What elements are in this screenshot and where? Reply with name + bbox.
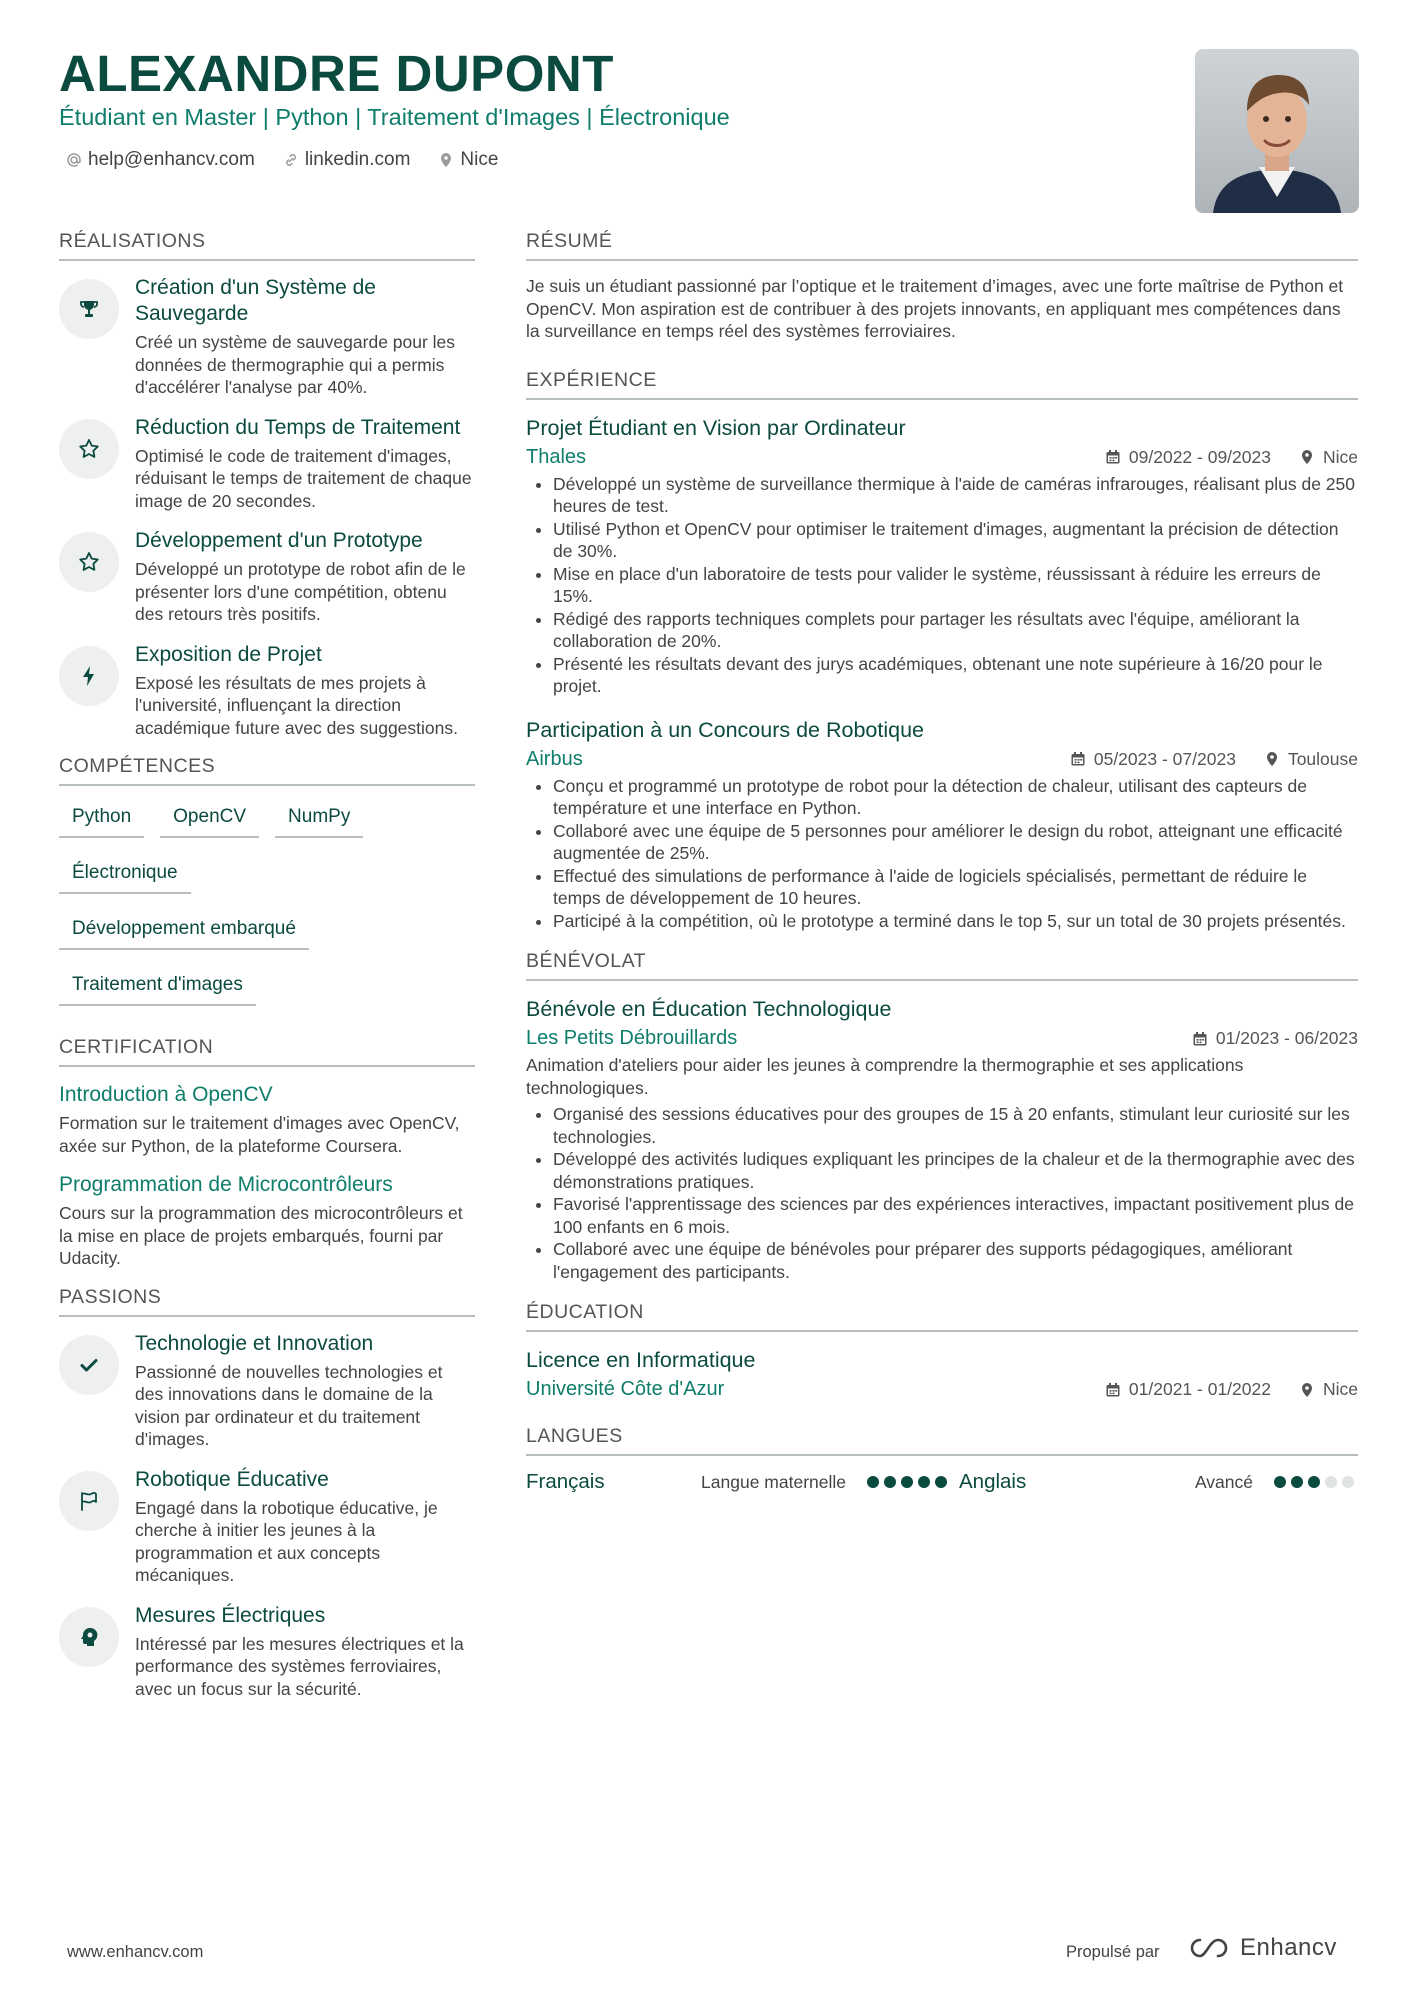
contact-linkedin[interactable] bbox=[283, 149, 411, 171]
left-column bbox=[59, 230, 475, 1716]
contact-email-text: help@enhancv.com bbox=[88, 149, 255, 170]
skill-tag: Développement embarqué bbox=[59, 912, 309, 950]
passion-title: Technologie et Innovation bbox=[135, 1331, 374, 1355]
rating-dot-empty bbox=[1342, 1476, 1354, 1488]
education-section bbox=[526, 1301, 1358, 1401]
volunteer-bullet: • Organisé des sessions éducatives pour des groupes de 15 à 20 enfants, stimulant leur curiosité sur les technologies. bbox=[553, 1103, 1358, 1148]
rating-dot-filled bbox=[918, 1476, 930, 1488]
achievement-desc: Exposé les résultats de mes projets à l'université, influençant la direction académique future avec des suggestions. bbox=[135, 672, 458, 738]
profile-photo bbox=[1195, 49, 1359, 213]
experience-bullet: • Développé un système de surveillance thermique à l'aide de caméras infrarouges, réalisant plus de 250 heures de test. bbox=[553, 473, 1358, 518]
experience-role: Participation à un Concours de Robotique bbox=[526, 717, 925, 742]
education-location: Nice bbox=[1322, 1379, 1358, 1399]
section-title-education: ÉDUCATION bbox=[526, 1301, 1358, 1332]
rating-dot-filled bbox=[884, 1476, 896, 1488]
education-degree: Licence en Informatique bbox=[526, 1348, 756, 1372]
passion-desc: Intéressé par les mesures électriques et la performance des systèmes ferroviaires, avec un focus sur la sécurité. bbox=[135, 1633, 464, 1699]
volunteer-bullet: • Favorisé l'apprentissage des sciences par des expériences interactives, impactant positivement plus de 100 enfants en 6 mois. bbox=[553, 1193, 1358, 1238]
brain-head-icon bbox=[77, 1625, 101, 1649]
enhancv-logo-text: Enhancv bbox=[1240, 1934, 1337, 1961]
passion-title: Robotique Éducative bbox=[135, 1467, 329, 1491]
experience-item bbox=[526, 414, 1358, 698]
experience-bullet: • Participé à la compétition, où le prototype a terminé dans le top 5, sur un total de 30 projets présentés. bbox=[553, 910, 1358, 933]
language-level: Langue maternelle bbox=[701, 1471, 846, 1492]
trophy-icon bbox=[77, 297, 101, 321]
passion-title: Mesures Électriques bbox=[135, 1603, 326, 1627]
section-title-passions: PASSIONS bbox=[59, 1286, 475, 1317]
certification-section bbox=[59, 1036, 475, 1270]
certification-item bbox=[59, 1171, 475, 1270]
rating-dot-filled bbox=[1274, 1476, 1286, 1488]
experience-role: Projet Étudiant en Vision par Ordinateur bbox=[526, 415, 906, 440]
candidate-name: ALEXANDRE DUPONT bbox=[59, 45, 614, 102]
experience-location: Toulouse bbox=[1287, 748, 1358, 769]
experience-dates: 05/2023 - 07/2023 bbox=[1093, 748, 1236, 769]
calendar-icon bbox=[1192, 1031, 1208, 1047]
experience-item bbox=[526, 716, 1358, 933]
section-title-certification: CERTIFICATION bbox=[59, 1036, 475, 1067]
rating-dot-filled bbox=[901, 1476, 913, 1488]
calendar-icon bbox=[1105, 449, 1121, 465]
language-level: Avancé bbox=[1194, 1471, 1253, 1492]
rating-dot-filled bbox=[1291, 1476, 1303, 1488]
certification-desc: Formation sur le traitement d'images avec OpenCV, axée sur Python, de la plateforme Coursera. bbox=[59, 1113, 460, 1156]
candidate-subtitle: Étudiant en Master | Python | Traitement d'Images | Électronique bbox=[59, 104, 730, 130]
education-dates: 01/2021 - 01/2022 bbox=[1128, 1379, 1271, 1399]
achievement-title: Développement d'un Prototype bbox=[135, 529, 423, 552]
volunteer-bullet: • Collaboré avec une équipe de bénévoles pour préparer des supports pédagogiques, améliorant l'engagement des participants. bbox=[553, 1238, 1358, 1283]
passions-section bbox=[59, 1286, 475, 1701]
experience-dates: 09/2022 - 09/2023 bbox=[1128, 446, 1271, 467]
experience-bullet: • Rédigé des rapports techniques complets pour partager les résultats avec l'équipe, améliorant la collaboration de 20%. bbox=[553, 608, 1358, 653]
language-rating bbox=[1269, 1476, 1354, 1488]
achievement-desc: Développé un prototype de robot afin de le présenter lors d'une compétition, obtenu des retours très positifs. bbox=[135, 559, 466, 624]
calendar-icon bbox=[1105, 1382, 1121, 1398]
volunteer-section bbox=[526, 950, 1358, 1283]
contact-location-text: Nice bbox=[460, 149, 499, 170]
language-name: Français bbox=[526, 1470, 605, 1493]
summary-section bbox=[526, 230, 1358, 343]
experience-bullet: • Présenté les résultats devant des jurys académiques, obtenant une note supérieure à 16/20 pour le projet. bbox=[553, 653, 1358, 698]
skill-tag: NumPy bbox=[275, 800, 363, 838]
language-rating bbox=[862, 1476, 947, 1488]
achievements-section bbox=[59, 230, 475, 739]
location-icon bbox=[438, 152, 454, 168]
skill-tag: Python bbox=[59, 800, 144, 838]
location-icon bbox=[1264, 751, 1280, 767]
contact-bar bbox=[66, 149, 526, 171]
rating-dot-empty bbox=[1325, 1476, 1337, 1488]
experience-section bbox=[526, 369, 1358, 933]
achievement-item bbox=[59, 528, 475, 626]
experience-bullet: • Mise en place d'un laboratoire de tests pour valider le système, réussissant à réduire les erreurs de 15%. bbox=[553, 563, 1358, 608]
certification-title: Introduction à OpenCV bbox=[59, 1083, 273, 1106]
experience-bullet: • Utilisé Python et OpenCV pour optimiser le traitement d'images, augmentant la précision de détection de 30%. bbox=[553, 518, 1358, 563]
experience-bullet: • Collaboré avec une équipe de 5 personnes pour améliorer le design du robot, atteignant une efficacité augmentée de 25%. bbox=[553, 820, 1358, 865]
contact-email[interactable] bbox=[66, 149, 255, 171]
section-title-summary: RÉSUMÉ bbox=[526, 230, 1358, 261]
passion-item bbox=[59, 1467, 475, 1587]
summary-text: Je suis un étudiant passionné par l’optique et le traitement d’images, avec une forte maîtrise de Python et OpenCV. Mon aspiration est de contribuer à des projets innovants, en appliquant mes compétences dans la surveillance en temps réel des systèmes ferroviaires. bbox=[526, 276, 1344, 341]
experience-company: Airbus bbox=[526, 747, 583, 770]
at-icon bbox=[66, 152, 82, 168]
experience-company: Thales bbox=[526, 445, 587, 468]
volunteer-dates: 01/2023 - 06/2023 bbox=[1215, 1028, 1358, 1048]
calendar-icon bbox=[1070, 751, 1086, 767]
volunteer-organization: Les Petits Débrouillards bbox=[526, 1027, 738, 1049]
experience-bullet: • Effectué des simulations de performance à l'aide de logiciels spécialisés, permettant de réduire le temps de développement de 10 heures. bbox=[553, 865, 1358, 910]
certification-item bbox=[59, 1081, 475, 1157]
section-title-skills: COMPÉTENCES bbox=[59, 755, 475, 786]
passion-item bbox=[59, 1331, 475, 1451]
achievement-item bbox=[59, 415, 475, 513]
language-name: Anglais bbox=[959, 1470, 1027, 1493]
section-title-volunteer: BÉNÉVOLAT bbox=[526, 950, 1358, 981]
language-item bbox=[526, 1470, 947, 1494]
certification-title: Programmation de Microcontrôleurs bbox=[59, 1173, 393, 1196]
skill-tag: OpenCV bbox=[160, 800, 259, 838]
section-title-experience: EXPÉRIENCE bbox=[526, 369, 1358, 400]
link-icon bbox=[283, 152, 299, 168]
rating-dot-filled bbox=[867, 1476, 879, 1488]
experience-location: Nice bbox=[1322, 446, 1358, 467]
right-column bbox=[526, 230, 1358, 1494]
education-school: Université Côte d'Azur bbox=[526, 1378, 725, 1400]
location-icon bbox=[1299, 1382, 1315, 1398]
enhancv-logo[interactable] bbox=[1186, 1934, 1337, 1962]
achievement-item bbox=[59, 275, 475, 399]
achievement-item bbox=[59, 642, 475, 740]
star-icon bbox=[77, 550, 101, 574]
languages-section bbox=[526, 1425, 1358, 1494]
experience-bullet: • Conçu et programmé un prototype de robot pour la détection de chaleur, utilisant des capteurs de température et une interface en Python. bbox=[553, 775, 1358, 820]
passion-desc: Engagé dans la robotique éducative, je cherche à initier les jeunes à la programmation et aux concepts mécaniques. bbox=[135, 1497, 438, 1585]
volunteer-role: Bénévole en Éducation Technologique bbox=[526, 997, 892, 1021]
achievement-title: Exposition de Projet bbox=[135, 642, 322, 666]
star-icon bbox=[77, 437, 101, 461]
flag-icon bbox=[77, 1489, 101, 1513]
passion-item bbox=[59, 1603, 475, 1701]
achievement-desc: Optimisé le code de traitement d'images, réduisant le temps de traitement de chaque image de 20 secondes. bbox=[135, 445, 472, 511]
rating-dot-filled bbox=[1308, 1476, 1320, 1488]
skills-section bbox=[59, 755, 475, 1024]
section-title-languages: LANGUES bbox=[526, 1425, 1358, 1456]
rating-dot-filled bbox=[935, 1476, 947, 1488]
achievement-desc: Créé un système de sauvegarde pour les données de thermographie qui a permis d'accélérer l'analyse par 40%. bbox=[135, 332, 456, 397]
language-item bbox=[947, 1470, 1354, 1494]
enhancv-logo-icon bbox=[1186, 1935, 1232, 1961]
footer-url[interactable]: www.enhancv.com bbox=[67, 1943, 204, 1961]
skill-tag: Traitement d'images bbox=[59, 968, 256, 1006]
section-title-achievements: RÉALISATIONS bbox=[59, 230, 475, 261]
volunteer-bullet: • Développé des activités ludiques expliquant les principes de la chaleur et de la thermographie avec des démonstrations pratiques. bbox=[553, 1148, 1358, 1193]
volunteer-intro: Animation d'ateliers pour aider les jeunes à comprendre la thermographie et ses applications technologiques. bbox=[526, 1055, 1244, 1098]
powered-by-label: Propulsé par bbox=[1066, 1943, 1160, 1961]
achievement-title: Réduction du Temps de Traitement bbox=[135, 415, 461, 439]
contact-linkedin-text: linkedin.com bbox=[304, 149, 411, 170]
location-icon bbox=[1299, 449, 1315, 465]
certification-desc: Cours sur la programmation des microcontrôleurs et la mise en place de projets embarqués, fourni par Udacity. bbox=[59, 1203, 463, 1268]
passion-desc: Passionné de nouvelles technologies et des innovations dans le domaine de la vision par ordinateur et du traitement d'images. bbox=[135, 1361, 443, 1449]
check-icon bbox=[77, 1353, 101, 1377]
lightning-icon bbox=[77, 664, 101, 688]
skill-tag: Électronique bbox=[59, 856, 191, 894]
achievement-title: Création d'un Système de Sauvegarde bbox=[135, 276, 376, 325]
contact-location bbox=[438, 149, 498, 171]
